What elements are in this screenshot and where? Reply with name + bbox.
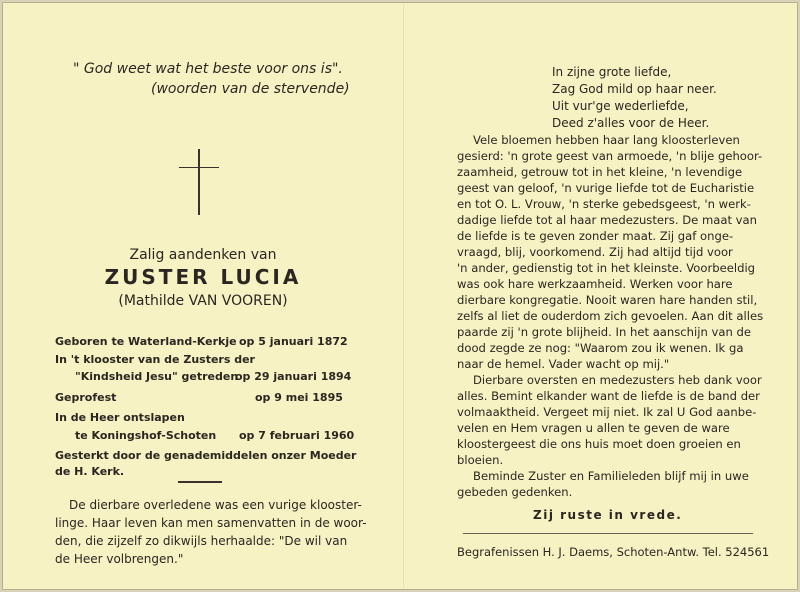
paragraph-line: alles. Bemint elkander want de liefde is de band der [457, 389, 760, 403]
fact-label: de H. Kerk. [55, 465, 125, 478]
birth-name: (Mathilde VAN VOOREN) [118, 293, 288, 309]
paragraph-line: volmaaktheid. Vergeet mij niet. Ik zal U God aanbe- [457, 405, 757, 419]
paragraph-line: velen en Hem vragen u allen te geven de ware [457, 421, 730, 435]
cross-icon [179, 149, 219, 215]
paragraph-line: Beminde Zuster en Familieleden blijf mij in uwe [473, 469, 749, 483]
paragraph-line: zelfs al liet de ouderdom zich gevoelen. Aan dit alles [457, 309, 764, 323]
paragraph-line: paarde zij 'n grote blijheid. In het aanschijn van de [457, 325, 751, 339]
verse-line: Uit vur'ge wederliefde, [552, 99, 689, 113]
paragraph-line: gesierd: 'n grote geest van armoede, 'n blije gehoor- [457, 149, 763, 163]
fact-label: In 't klooster van de Zusters der [55, 353, 255, 366]
fact-label: Gesterkt door de genademiddelen onzer Moeder [55, 449, 357, 462]
paragraph-line: en tot O. L. Vrouw, 'n sterke gebedsgeest, 'n werk- [457, 197, 751, 211]
paragraph-line: dierbare kongregatie. Nooit waren hare handen stil, [457, 293, 758, 307]
fact-date: op 7 februari 1960 [239, 429, 355, 442]
paragraph-line: naar de hemel. Vader wacht op mij." [457, 357, 670, 371]
fact-date: op 9 mei 1895 [255, 391, 343, 404]
verse-line: In zijne grote liefde, [552, 65, 672, 79]
paragraph-line: vraagd, blij, voorkomend. Zij had altijd tijd voor [457, 245, 733, 259]
memorial-heading: Zalig aandenken van [129, 247, 277, 263]
left-page [3, 3, 403, 589]
closing-line: den, die zijzelf zo dikwijls herhaalde: "De wil van [55, 534, 348, 548]
divider [178, 481, 222, 483]
closing-line: de Heer volbrengen." [55, 552, 184, 566]
paragraph-line: dadige liefde tot al haar medezusters. De maat van [457, 213, 757, 227]
fact-label: Geboren te Waterland-Kerkje [55, 335, 237, 348]
paragraph-line: dood zegde ze nog: "Waarom zou ik wenen. Ik ga [457, 341, 744, 355]
fact-date: op 29 januari 1894 [235, 370, 352, 383]
funeral-home-footer: Begrafenissen H. J. Daems, Schoten-Antw. Tel. 524561 [457, 545, 770, 559]
closing-line: linge. Haar leven kan men samenvatten in de woor- [55, 516, 367, 530]
paragraph-line: zaamheid, getrouw tot in het kleine, 'n levendige [457, 165, 743, 179]
closing-line: De dierbare overledene was een vurige klooster- [69, 498, 362, 512]
fact-label: "Kindsheid Jesu" getreden [75, 370, 239, 383]
paragraph-line: geest van geloof, 'n vurige liefde tot de Eucharistie [457, 181, 755, 195]
paragraph-line: de liefde is te geven zonder maat. Zij gaf onge- [457, 229, 734, 243]
rest-in-peace: Zij ruste in vrede. [533, 508, 683, 522]
paragraph-line: was ook hare werkzaamheid. Werken voor hare [457, 277, 733, 291]
right-page [405, 3, 799, 589]
fact-label: In de Heer ontslapen [55, 411, 185, 424]
fact-label: te Koningshof-Schoten [75, 429, 217, 442]
fact-date: op 5 januari 1872 [239, 335, 348, 348]
paragraph-line: Vele bloemen hebben haar lang kloosterleven [473, 133, 740, 147]
verse-line: Zag God mild op haar neer. [552, 82, 717, 96]
fact-label: Geprofest [55, 391, 117, 404]
paragraph-line: gebeden gedenken. [457, 485, 573, 499]
quote-line-2: (woorden van de stervende) [151, 81, 350, 97]
footer-rule [463, 533, 753, 534]
paragraph-line: Dierbare oversten en medezusters heb dank voor [473, 373, 762, 387]
deceased-name: ZUSTER LUCIA [104, 265, 302, 289]
paragraph-line: kloostergeest die ons huis moet doen groeien en [457, 437, 741, 451]
paragraph-line: bloeien. [457, 453, 504, 467]
memorial-card [2, 2, 798, 590]
verse-line: Deed z'alles voor de Heer. [552, 116, 710, 130]
quote-line-1: " God weet wat het beste voor ons is". [73, 61, 343, 77]
paragraph-line: 'n ander, gedienstig tot in het kleinste. Voorbeeldig [457, 261, 756, 275]
